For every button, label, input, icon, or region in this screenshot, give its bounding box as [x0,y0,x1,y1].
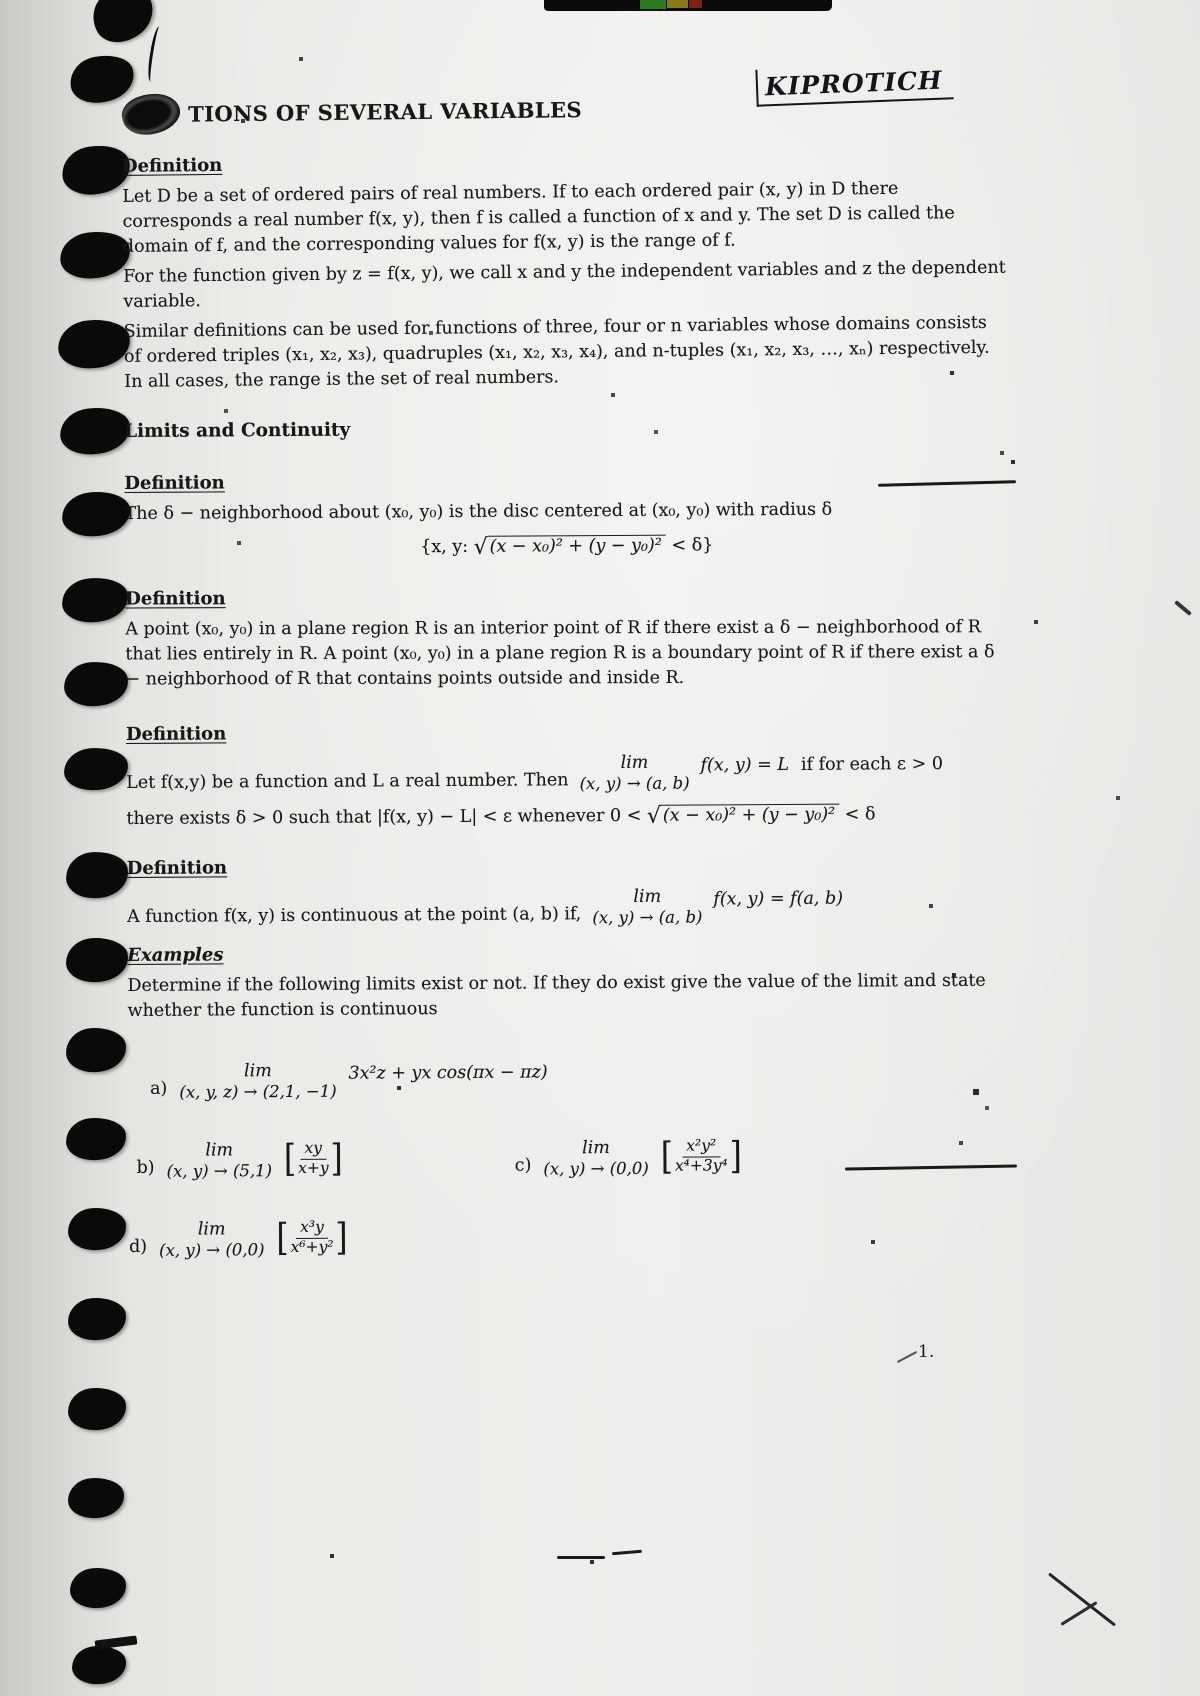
definition-3-heading: Definition [125,588,226,610]
pen-dash [612,1550,642,1556]
definition-3-section [125,584,1009,692]
title-row [122,84,1006,134]
pen-dash [557,1556,605,1559]
scan-artifact-red-strip [689,0,702,8]
limit-stack [166,1140,272,1182]
epsilon-delta-text: there exists δ > 0 such that |f(x, y) − L| < ε whenever 0 < [126,805,648,829]
pen-diagonal [1048,1572,1116,1626]
definition-2-heading: Definition [124,472,225,494]
fraction-numerator: xy [300,1140,326,1160]
pen-blot [95,1635,138,1649]
spiral-binding-hole [63,746,129,791]
lim-symbol: lim [197,1219,226,1240]
example-b-label: b) [136,1157,155,1178]
definition-5-section [127,851,1011,931]
example-d-label: d) [128,1236,148,1257]
spiral-binding-hole [56,317,132,371]
spiral-binding-hole [65,1027,126,1073]
example-a-expression-text: 3x²z + yx cos(πx − πz) [348,1062,548,1084]
fraction-numerator: x²y² [682,1138,720,1158]
example-item-d [129,1215,1013,1261]
examples-section [127,926,1013,1261]
limit-equation-group [700,752,943,778]
spiral-binding-hole [61,576,130,624]
scan-artifact-green-strip [640,0,666,9]
examples-intro: Determine if the following limits exist or not. If they do exist give the value of the limit and state whether the function is continuous [127,970,986,1021]
scan-artifact-yellow-strip [667,0,688,8]
spacer [355,1159,503,1160]
continuity-definition-line [127,885,1011,931]
epsilon-delta-radicand: (x − x₀)² + (y − y₀)² [661,804,839,826]
limits-continuity-section [124,414,1008,445]
definition-1-paragraph-1: Let D be a set of ordered pairs of real numbers. If to each ordered pair (x, y) in D there corresponds a real number f(x, y), then f is called a function of x and y. The set D is called the domain of f, and the corresponding values for f(x, y) is the range of f. [122,178,955,257]
limit-definition-line-1 [126,751,1010,797]
ink-stroke [146,26,165,83]
spiral-binding-hole [67,1387,126,1431]
continuity-lead: A function f(x, y) is continuous at the point (a, b) if, [126,904,582,927]
spiral-binding-hole [69,1567,126,1609]
lim-symbol: lim [582,1138,610,1159]
spiral-binding-hole [61,490,132,539]
continuity-rhs: f(x, y) = f(a, b) [713,888,844,910]
limit-stack [543,1138,649,1180]
example-c-label: c) [514,1155,532,1176]
fraction [673,1137,730,1174]
spiral-binding-hole [67,1477,124,1519]
lim-subscript: (x, y) → (0,0) [543,1158,649,1179]
spiral-binding-hole [63,660,129,707]
pen-tick [897,1351,917,1363]
definition-3-paragraph: A point (x₀, y₀) in a plane region R is an interior point of R if there exist a δ − neighborhood of R that lies entirely in R. A point (x₀, y₀) in a plane region R is a boundary point of R if there exist a δ − neighborhood of R that contains points outside and inside R. [125,617,995,690]
example-a-expression [348,1060,547,1086]
spiral-binding-hole [71,1645,126,1685]
spiral-binding-hole [65,1117,126,1161]
ink-scribble [118,87,184,140]
spiral-binding-hole [65,850,129,899]
definition-2-text: The δ − neighborhood about (x₀, y₀) is the disc centered at (x₀, y₀) with radius δ [124,499,833,524]
examples-heading: Examples [127,944,224,966]
definition-5-heading: Definition [126,857,228,879]
limit-stack [592,886,702,928]
definition-4-section [126,717,1011,832]
epsilon-delta-tail: < δ [839,804,876,825]
continuity-rhs-group [713,887,843,913]
lim-symbol: lim [205,1140,234,1161]
limits-continuity-heading: Limits and Continuity [124,419,351,442]
limit-definition-line-2 [126,800,1010,832]
definition-1-paragraph-2: For the function given by z = f(x, y), we call x and y the independent variables and z the dependent variable. [123,257,1006,312]
example-d-fraction [276,1215,348,1260]
page-number: 1. [918,1342,935,1362]
handwritten-name-text: KIPROTICH [764,65,944,102]
limit-rhs: f(x, y) = L [700,754,790,776]
radical-sign: √ [646,803,661,829]
definition-2-section [124,466,1009,562]
page-content [122,87,1013,1261]
example-c-fraction [660,1134,742,1178]
lim-symbol: lim [620,752,649,773]
lim-subscript: (x, y) → (a, b) [592,907,703,928]
scan-speckles [0,0,2,2]
scan-artifact-top-bar [544,0,832,11]
lim-subscript: (x, y) → (a, b) [579,773,690,794]
limit-stack [579,753,689,795]
limit-definition-lead: Let f(x,y) be a function and L a real number. Then [126,770,569,793]
spiral-binding-hole [58,228,132,281]
formula-radicand: (x − x₀)² + (y − y₀)² [488,535,666,557]
pen-tick [1174,600,1192,616]
formula-close: < δ} [665,535,714,556]
spiral-binding-hole [67,1207,126,1251]
example-row-b-c [136,1136,1012,1182]
limit-stack [179,1061,336,1103]
example-a-label: a) [150,1078,168,1099]
lim-subscript: (x, y, z) → (2,1, −1) [179,1081,337,1102]
fraction-denominator: x⁴+3y⁴ [674,1155,728,1175]
definition-1-heading: Definition [121,154,223,177]
lim-subscript: (x, y) → (0,0) [159,1240,265,1260]
fraction-denominator: x+y [298,1158,329,1177]
example-item-a [150,1057,1012,1103]
pen-diagonal [1060,1601,1097,1626]
spiral-binding-hole [58,405,132,457]
page-title: TIONS OF SEVERAL VARIABLES [187,96,583,127]
formula-open: {x, y: [420,536,474,558]
limit-stack [159,1219,265,1261]
definition-1-section [122,145,1008,395]
definition-4-heading: Definition [125,723,227,745]
definition-1-paragraph-3: Similar definitions can be used for functions of three, four or n variables whose domains consists of ordered triples (x₁, x₂, x₃), quadruples (x₁, x₂, x₃, x₄), and n-tuples (x₁, x₂, x₃, …, xₙ) respectively. In all cases, the range is the set of real numbers. [123,312,990,392]
radical-sign: √ [473,534,488,560]
fraction [296,1140,331,1177]
example-b-fraction [283,1136,343,1181]
fraction [288,1219,335,1256]
spiral-binding-hole [65,937,128,983]
limit-condition: if for each ε > 0 [800,753,944,775]
lim-symbol: lim [243,1061,272,1082]
lim-symbol: lim [633,886,662,907]
fraction-denominator: x⁶+y² [290,1237,334,1256]
neighborhood-formula [125,530,1009,562]
lim-subscript: (x, y) → (5,1) [166,1161,273,1181]
fraction-numerator: x³y [296,1219,328,1239]
spiral-binding-hole [67,1297,126,1341]
